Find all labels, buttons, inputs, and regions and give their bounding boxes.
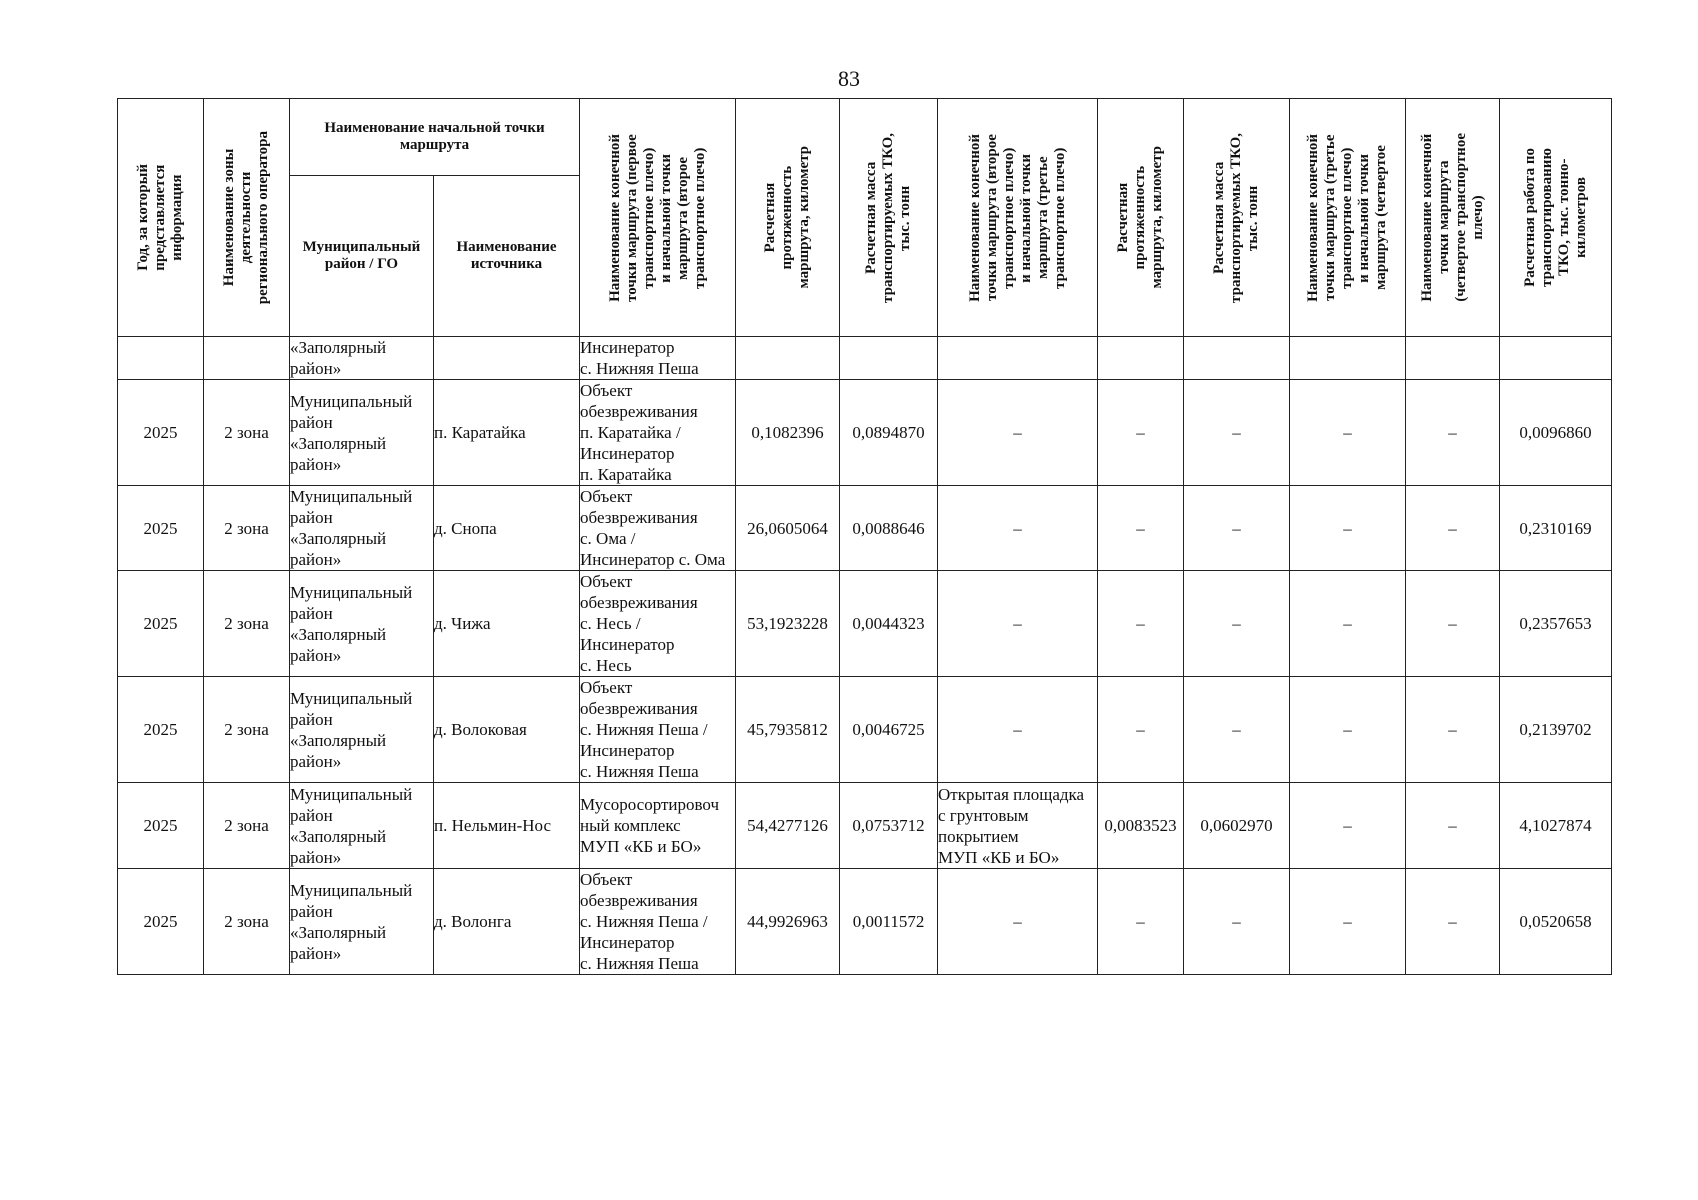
cell-length-1: 53,1923228 xyxy=(736,571,840,677)
cell-line: район xyxy=(290,412,333,432)
header-line: и начальной точки xyxy=(1356,153,1373,282)
cell-end-point-3: – xyxy=(1290,571,1406,677)
cell-end-point-1 xyxy=(580,677,736,783)
cell-year: 2025 xyxy=(118,783,204,869)
cell-line: обезвреживания xyxy=(580,508,698,527)
header-line: транспортное плечо) xyxy=(691,146,708,289)
cell-line: с грунтовым xyxy=(938,805,1029,825)
cell-line: – xyxy=(1013,720,1022,739)
cell-mass-1 xyxy=(840,337,938,380)
header-line: протяженность xyxy=(1132,165,1149,270)
header-line: информация xyxy=(169,174,185,261)
cell-work: 0,2357653 xyxy=(1500,571,1612,677)
cell-line: п. Каратайка / xyxy=(580,423,681,442)
cell-end-point-4 xyxy=(1406,337,1500,380)
cell-zone: 2 зона xyxy=(204,571,290,677)
cell-municipality xyxy=(290,783,434,869)
cell-line: – xyxy=(1013,518,1022,538)
header-length-2 xyxy=(1098,99,1184,337)
cell-line: Объект xyxy=(580,678,633,697)
cell-end-point-1 xyxy=(580,486,736,571)
header-line: точки маршрута (второе xyxy=(983,134,1000,301)
cell-line: Инсинератор xyxy=(580,933,675,952)
cell-mass-1: 0,0011572 xyxy=(840,869,938,975)
cell-year xyxy=(118,337,204,380)
cell-line: «Заполярный xyxy=(290,529,387,548)
table-row xyxy=(118,337,1612,380)
cell-length-1: 54,4277126 xyxy=(736,783,840,869)
cell-end-point-4: – xyxy=(1406,486,1500,571)
cell-line: Инсинератор xyxy=(580,444,675,463)
header-line: маршрута (четвертое xyxy=(1373,145,1390,290)
header-year xyxy=(118,99,204,337)
cell-mass-1: 0,0894870 xyxy=(840,380,938,486)
cell-line: с. Нижняя Пеша / xyxy=(580,912,708,931)
table-row xyxy=(118,783,1612,869)
cell-line: – xyxy=(1013,423,1022,442)
header-line: километров xyxy=(1572,177,1589,258)
header-line: и начальной точки xyxy=(657,153,674,282)
header-end-point-3 xyxy=(1290,99,1406,337)
cell-end-point-1 xyxy=(580,337,736,380)
cell-mass-1: 0,0044323 xyxy=(840,571,938,677)
cell-work: 0,0520658 xyxy=(1500,869,1612,975)
cell-line: район» xyxy=(290,943,342,963)
table-row xyxy=(118,486,1612,571)
cell-municipality xyxy=(290,677,434,783)
cell-line: район xyxy=(290,508,333,527)
cell-line: район xyxy=(290,805,333,825)
cell-zone: 2 зона xyxy=(204,677,290,783)
header-line: Расчетная xyxy=(762,182,779,253)
header-line: представляется xyxy=(152,164,168,271)
cell-mass-1: 0,0088646 xyxy=(840,486,938,571)
header-line: Расчетная работа по xyxy=(1521,148,1538,287)
header-line: транспортированию xyxy=(1538,148,1555,287)
cell-end-point-3: – xyxy=(1290,783,1406,869)
table-body xyxy=(118,337,1612,975)
cell-end-point-4: – xyxy=(1406,380,1500,486)
cell-line: с. Несь xyxy=(580,656,632,675)
cell-year: 2025 xyxy=(118,869,204,975)
cell-year: 2025 xyxy=(118,486,204,571)
cell-end-point-2 xyxy=(938,783,1098,869)
cell-work: 0,2310169 xyxy=(1500,486,1612,571)
cell-municipality xyxy=(290,869,434,975)
cell-line: «Заполярный xyxy=(290,922,387,942)
cell-end-point-4: – xyxy=(1406,869,1500,975)
routes-table xyxy=(117,98,1612,975)
header-line: транспортируемых ТКО, xyxy=(1228,132,1245,303)
cell-municipality xyxy=(290,337,434,380)
header-length-1 xyxy=(736,99,840,337)
header-line: плечо) xyxy=(1469,195,1486,240)
cell-mass-2: – xyxy=(1184,380,1290,486)
header-end-point-2 xyxy=(938,99,1098,337)
header-line: транспортное плечо) xyxy=(1051,146,1068,289)
header-line: транспортное плечо) xyxy=(1000,146,1017,289)
cell-line: МУП «КБ и БО» xyxy=(580,837,702,856)
header-line: протяженность xyxy=(779,165,796,270)
cell-line: район» xyxy=(290,645,342,665)
header-line: Наименование конечной xyxy=(606,133,623,302)
header-work xyxy=(1500,99,1612,337)
cell-line: район» xyxy=(290,359,342,378)
header-line: маршрута (второе xyxy=(674,156,691,279)
cell-length-1: 45,7935812 xyxy=(736,677,840,783)
cell-line: Инсинератор xyxy=(580,635,675,654)
cell-zone: 2 зона xyxy=(204,869,290,975)
cell-line: район» xyxy=(290,550,342,569)
cell-year: 2025 xyxy=(118,677,204,783)
cell-municipality xyxy=(290,486,434,571)
cell-line: Муниципальный xyxy=(290,880,413,900)
cell-source: д. Волоковая xyxy=(434,677,580,783)
cell-line: район xyxy=(290,603,333,623)
header-line: транспортируемых ТКО, xyxy=(880,132,897,303)
header-mass-2 xyxy=(1184,99,1290,337)
header-end-point-1 xyxy=(580,99,736,337)
header-line: транспортное плечо) xyxy=(640,146,657,289)
cell-line: Объект xyxy=(580,572,633,591)
cell-end-point-2 xyxy=(938,337,1098,380)
header-line: маршрута, километр xyxy=(1149,146,1166,289)
cell-zone: 2 зона xyxy=(204,783,290,869)
cell-line: с. Нижняя Пеша xyxy=(580,762,699,781)
cell-end-point-2 xyxy=(938,486,1098,571)
page-number: 83 xyxy=(838,66,860,91)
cell-end-point-3: – xyxy=(1290,677,1406,783)
cell-line: район xyxy=(290,709,333,729)
cell-end-point-1 xyxy=(580,869,736,975)
cell-end-point-2 xyxy=(938,380,1098,486)
header-mass-1 xyxy=(840,99,938,337)
cell-end-point-4: – xyxy=(1406,677,1500,783)
cell-line: с. Нижняя Пеша xyxy=(580,954,699,973)
cell-line: «Заполярный xyxy=(290,624,387,644)
cell-source: п. Каратайка xyxy=(434,380,580,486)
cell-work: 0,0096860 xyxy=(1500,380,1612,486)
cell-year: 2025 xyxy=(118,380,204,486)
cell-line: МУП «КБ и БО» xyxy=(938,847,1060,867)
cell-line: Муниципальный xyxy=(290,688,413,708)
cell-length-1: 0,1082396 xyxy=(736,380,840,486)
cell-line: обезвреживания xyxy=(580,593,698,612)
cell-end-point-1 xyxy=(580,380,736,486)
header-line: (четвертое транспортное xyxy=(1452,133,1469,302)
cell-work xyxy=(1500,337,1612,380)
cell-line: с. Ома / xyxy=(580,529,636,548)
cell-end-point-2 xyxy=(938,571,1098,677)
cell-line: Инсинератор xyxy=(580,741,675,760)
header-line: тыс. тонн xyxy=(1245,184,1262,251)
cell-length-2: – xyxy=(1098,571,1184,677)
cell-zone: 2 зона xyxy=(204,380,290,486)
cell-line: Муниципальный xyxy=(290,391,413,411)
cell-line: Открытая площадка xyxy=(938,784,1085,804)
cell-line: район xyxy=(290,901,333,921)
header-line: и начальной точки xyxy=(1017,153,1034,282)
header-line: Расчетная масса xyxy=(1211,161,1228,274)
cell-end-point-2 xyxy=(938,677,1098,783)
cell-mass-1: 0,0753712 xyxy=(840,783,938,869)
cell-year: 2025 xyxy=(118,571,204,677)
cell-line: «Заполярный xyxy=(290,338,387,357)
cell-end-point-3: – xyxy=(1290,380,1406,486)
cell-municipality xyxy=(290,571,434,677)
cell-end-point-3: – xyxy=(1290,869,1406,975)
cell-line: Объект xyxy=(580,487,633,506)
header-end-point-4 xyxy=(1406,99,1500,337)
cell-line: Объект xyxy=(580,381,633,400)
cell-zone: 2 зона xyxy=(204,486,290,571)
header-line: точки маршрута xyxy=(1435,160,1452,275)
cell-line: с. Несь / xyxy=(580,614,641,633)
header-start-point: Наименование начальной точки маршрута xyxy=(290,99,580,176)
header-line: точки маршрута (первое xyxy=(623,133,640,302)
header-line: Год, за который xyxy=(135,164,151,271)
cell-line: обезвреживания xyxy=(580,891,698,910)
cell-mass-2: – xyxy=(1184,869,1290,975)
cell-end-point-1 xyxy=(580,783,736,869)
table-row xyxy=(118,571,1612,677)
cell-source: п. Нельмин-Нос xyxy=(434,783,580,869)
cell-length-1: 26,0605064 xyxy=(736,486,840,571)
header-line: деятельности xyxy=(238,171,254,264)
header-source: Наименование источника xyxy=(434,176,580,337)
cell-line: ный комплекс xyxy=(580,816,681,835)
cell-end-point-4: – xyxy=(1406,571,1500,677)
cell-line: район» xyxy=(290,454,342,474)
header-line: Наименование конечной xyxy=(1418,133,1435,302)
cell-length-1: 44,9926963 xyxy=(736,869,840,975)
cell-line: обезвреживания xyxy=(580,699,698,718)
cell-line: «Заполярный xyxy=(290,433,387,453)
cell-length-2: 0,0083523 xyxy=(1098,783,1184,869)
table-row xyxy=(118,380,1612,486)
cell-line: – xyxy=(1013,912,1022,931)
cell-line: покрытием xyxy=(938,826,1019,846)
header-zone xyxy=(204,99,290,337)
cell-line: район» xyxy=(290,751,342,771)
table-row xyxy=(118,869,1612,975)
cell-length-2: – xyxy=(1098,380,1184,486)
table-row xyxy=(118,677,1612,783)
cell-line: с. Нижняя Пеша / xyxy=(580,720,708,739)
header-municipality: Муниципальный район / ГО xyxy=(290,176,434,337)
cell-length-2 xyxy=(1098,337,1184,380)
cell-mass-1: 0,0046725 xyxy=(840,677,938,783)
cell-zone xyxy=(204,337,290,380)
header-line: регионального оператора xyxy=(255,130,271,305)
cell-line: Инсинератор с. Ома xyxy=(580,550,726,569)
header-line: Наименование зоны xyxy=(221,148,237,287)
cell-work: 0,2139702 xyxy=(1500,677,1612,783)
header-line: ТКО, тыс. тонно- xyxy=(1555,158,1572,277)
header-line: Наименование конечной xyxy=(1305,133,1322,302)
cell-mass-2: 0,0602970 xyxy=(1184,783,1290,869)
cell-line: Объект xyxy=(580,870,633,889)
cell-end-point-4: – xyxy=(1406,783,1500,869)
cell-source: д. Волонга xyxy=(434,869,580,975)
cell-mass-2: – xyxy=(1184,486,1290,571)
cell-end-point-3 xyxy=(1290,337,1406,380)
cell-line: п. Каратайка xyxy=(580,465,672,484)
cell-work: 4,1027874 xyxy=(1500,783,1612,869)
header-line: точки маршрута (третье xyxy=(1322,134,1339,301)
cell-municipality xyxy=(290,380,434,486)
header-line: маршрута, километр xyxy=(796,146,813,289)
cell-length-1 xyxy=(736,337,840,380)
cell-mass-2: – xyxy=(1184,677,1290,783)
header-line: Расчетная xyxy=(1115,182,1132,253)
cell-end-point-1 xyxy=(580,571,736,677)
cell-source: д. Снопа xyxy=(434,486,580,571)
cell-line: Мусоросортировоч xyxy=(580,795,720,814)
cell-line: Муниципальный xyxy=(290,487,413,506)
header-line: транспортное плечо) xyxy=(1339,146,1356,289)
cell-source xyxy=(434,337,580,380)
cell-line: – xyxy=(1013,614,1022,633)
cell-line: «Заполярный xyxy=(290,730,387,750)
cell-line: Муниципальный xyxy=(290,784,413,804)
header-line: тыс. тонн xyxy=(897,184,914,251)
cell-end-point-2 xyxy=(938,869,1098,975)
cell-length-2: – xyxy=(1098,677,1184,783)
cell-line: район» xyxy=(290,847,342,867)
cell-length-2: – xyxy=(1098,869,1184,975)
cell-mass-2 xyxy=(1184,337,1290,380)
header-line: маршрута (третье xyxy=(1034,156,1051,279)
cell-source: д. Чижа xyxy=(434,571,580,677)
header-line: Наименование конечной xyxy=(966,133,983,302)
cell-line: обезвреживания xyxy=(580,402,698,421)
cell-line: «Заполярный xyxy=(290,826,387,846)
cell-line: Инсинератор xyxy=(580,338,675,357)
cell-mass-2: – xyxy=(1184,571,1290,677)
cell-line: с. Нижняя Пеша xyxy=(580,359,699,378)
cell-line: Муниципальный xyxy=(290,582,413,602)
cell-end-point-3: – xyxy=(1290,486,1406,571)
header-line: Расчетная масса xyxy=(863,161,880,274)
cell-length-2: – xyxy=(1098,486,1184,571)
